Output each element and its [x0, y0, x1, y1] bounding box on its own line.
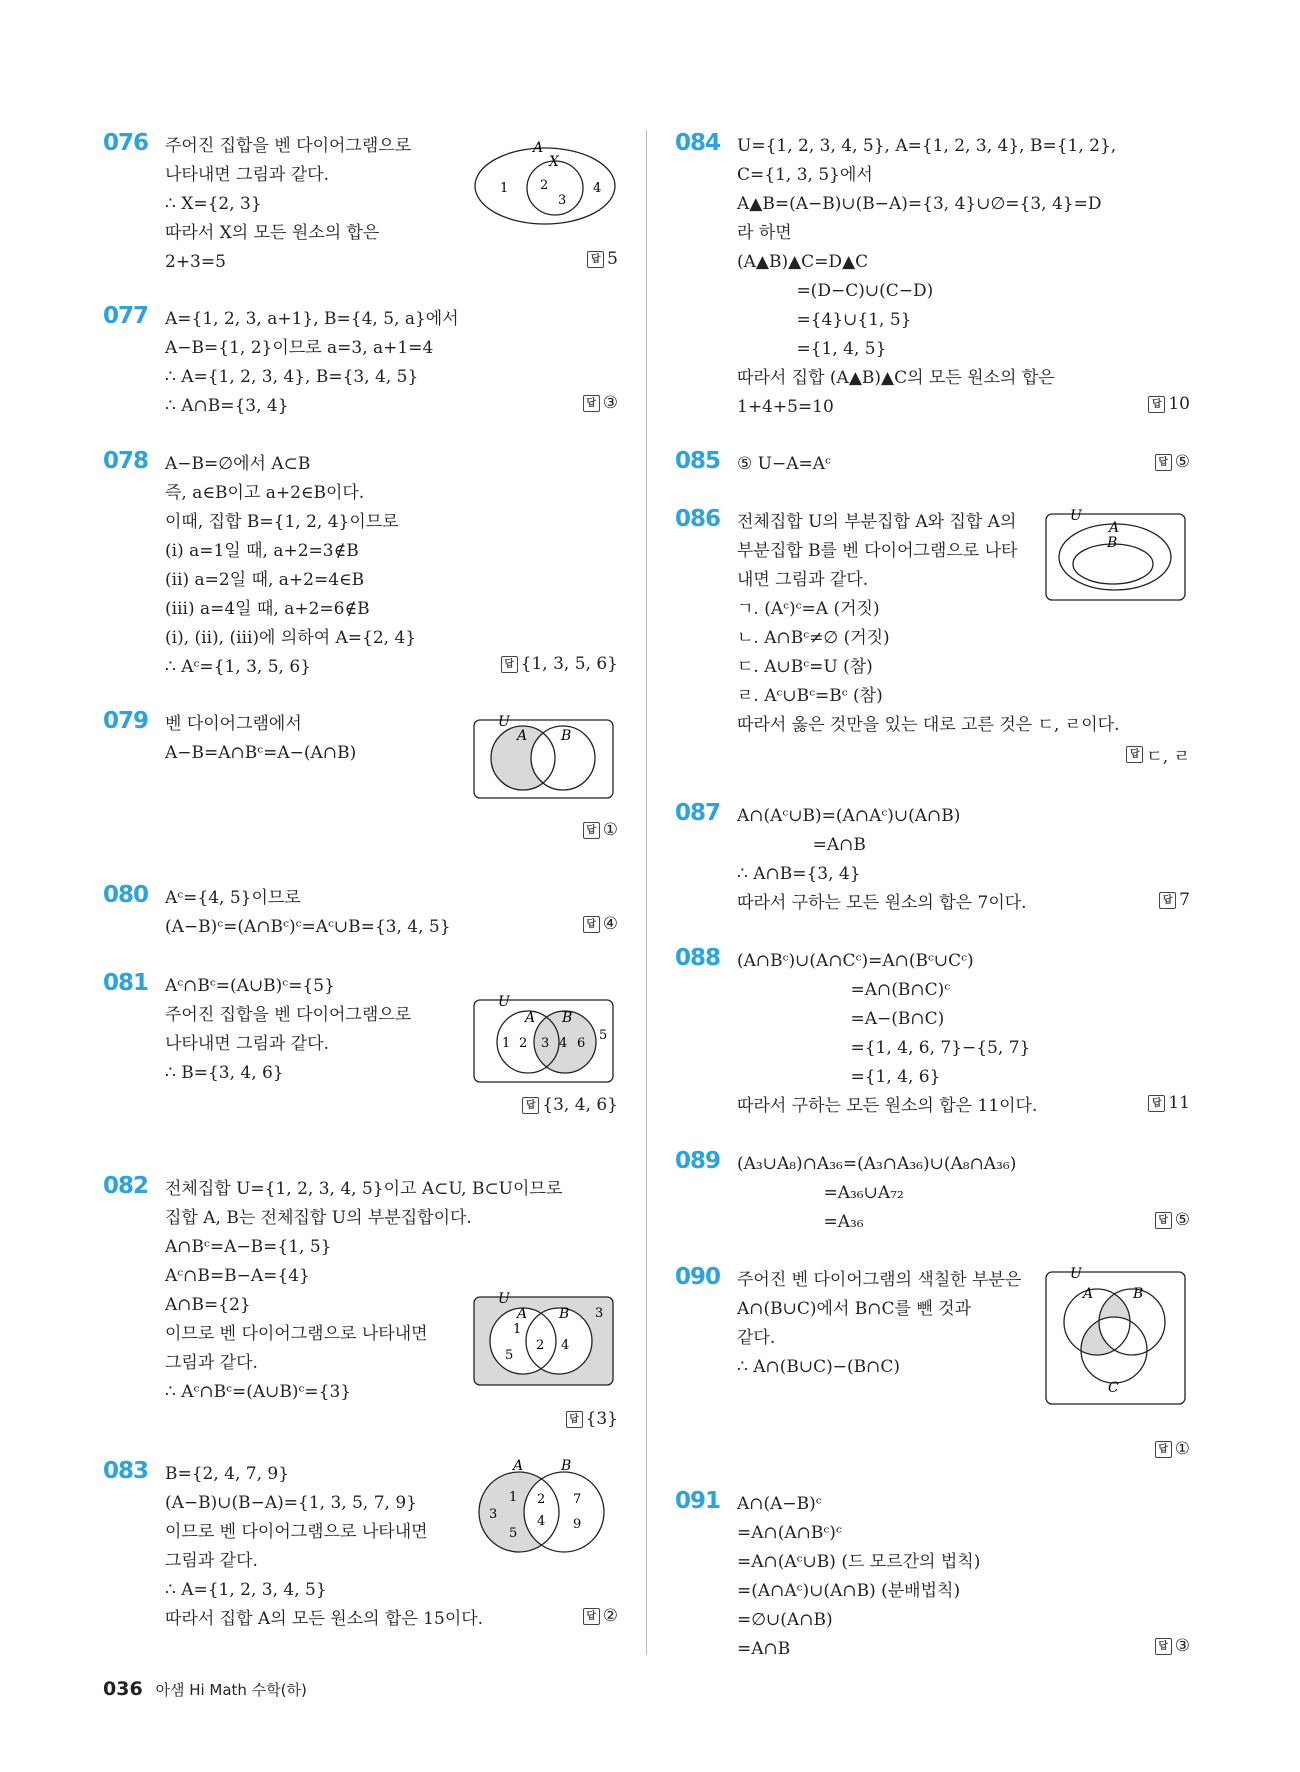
answer-icon: 답 — [583, 395, 600, 412]
element-label: 2 — [540, 178, 549, 193]
element-label: 4 — [559, 1036, 568, 1051]
problem-number: 091 — [675, 1488, 721, 1514]
solution-text — [737, 947, 1190, 1121]
solution-line: 같다. — [737, 1328, 776, 1348]
answer — [1126, 742, 1190, 767]
answer — [1159, 890, 1190, 910]
solution-line: Aᶜ∩B=B−A={4} — [165, 1266, 310, 1286]
venn-diagram-082 — [473, 1289, 615, 1387]
element-label: 2 — [537, 1492, 546, 1507]
answer-icon: 답 — [1148, 1095, 1165, 1112]
solution-line: 따라서 X의 모든 원소의 합은 — [165, 223, 380, 243]
set-label: A — [513, 1458, 524, 1474]
venn-diagram-076 — [473, 138, 618, 228]
solution-line: =A∩(A∩Bᶜ)ᶜ — [737, 1523, 842, 1543]
solution-line: (A₃∪A₈)∩A₃₆=(A₃∩A₃₆)∪(A₈∩A₃₆) — [737, 1154, 1017, 1174]
problem-number: 087 — [675, 800, 721, 826]
solution-line: ∴ A∩B={3, 4} — [737, 864, 861, 884]
answer — [1148, 394, 1190, 414]
solution-text — [737, 1490, 1190, 1664]
solution-line: A−B=A∩Bᶜ=A−(A∩B) — [165, 743, 357, 763]
solution-line: Aᶜ∩Bᶜ=(A∪B)ᶜ={5} — [165, 976, 335, 996]
problem-number: 079 — [103, 708, 149, 734]
element-label: 3 — [541, 1036, 550, 1051]
problem-number: 088 — [675, 945, 721, 971]
solution-line: 따라서 옳은 것만을 있는 대로 고른 것은 ㄷ, ㄹ이다. — [737, 715, 1120, 735]
solution-line: =(D−C)∪(C−D) — [737, 281, 934, 301]
page-footer — [103, 1678, 307, 1700]
answer-value: ① — [1174, 1439, 1190, 1459]
answer-icon: 답 — [522, 1097, 539, 1114]
answer-value: ③ — [1174, 1636, 1190, 1656]
solution-line: =A−(B∩C) — [737, 1009, 945, 1029]
problem-number: 077 — [103, 303, 149, 329]
solution-line: 따라서 구하는 모든 원소의 합은 7이다. — [737, 893, 1027, 913]
element-label: 2 — [519, 1036, 528, 1051]
element-label: 3 — [595, 1306, 604, 1321]
solution-line: (A▲B)▲C=D▲C — [737, 252, 869, 272]
answer-value: ⑤ — [1174, 1210, 1190, 1230]
solution-line: (ⅰ) a=1일 때, a+2=3∉B — [165, 541, 359, 561]
answer — [583, 393, 618, 413]
solution-line: ㄹ. Aᶜ∪Bᶜ=Bᶜ (참) — [737, 686, 883, 706]
problem-number: 090 — [675, 1264, 721, 1290]
solution-line: C={1, 3, 5}에서 — [737, 165, 873, 185]
set-label: U — [1070, 508, 1082, 524]
answer — [501, 654, 618, 674]
set-label: A — [517, 1306, 528, 1322]
solution-line: (A−B)ᶜ=(A∩Bᶜ)ᶜ=Aᶜ∪B={3, 4, 5} — [165, 917, 451, 937]
element-label: 3 — [489, 1507, 498, 1522]
problem-number: 083 — [103, 1458, 149, 1484]
solution-line: 전체집합 U={1, 2, 3, 4, 5}이고 A⊂U, B⊂U이므로 — [165, 1179, 563, 1199]
set-label: B — [561, 1458, 572, 1474]
set-label: B — [1133, 1286, 1144, 1302]
answer — [1155, 1439, 1190, 1459]
solution-line: 이므로 벤 다이어그램으로 나타내면 — [165, 1522, 428, 1542]
answer-value: ④ — [602, 914, 618, 934]
answer-value: ③ — [602, 393, 618, 413]
solution-line: 이므로 벤 다이어그램으로 나타내면 — [165, 1324, 428, 1344]
element-label: 5 — [599, 1028, 608, 1043]
set-label: X — [549, 154, 559, 170]
solution-line: 따라서 구하는 모든 원소의 합은 11이다. — [737, 1096, 1038, 1116]
answer-value: 11 — [1168, 1093, 1190, 1113]
solution-line: A∩(Aᶜ∪B)=(A∩Aᶜ)∪(A∩B) — [737, 806, 961, 826]
answer — [583, 820, 618, 840]
solution-line: A∩(B∪C)에서 B∩C를 뺀 것과 — [737, 1299, 972, 1319]
solution-line: =A∩B — [737, 1639, 791, 1659]
solution-line: ㄱ. (Aᶜ)ᶜ=A (거짓) — [737, 599, 880, 619]
solution-line: 주어진 집합을 벤 다이어그램으로 — [165, 136, 412, 156]
set-label: A — [1083, 1286, 1094, 1302]
set-label: A — [517, 728, 528, 744]
solution-line: ∴ Aᶜ∩Bᶜ=(A∪B)ᶜ={3} — [165, 1382, 352, 1402]
element-label: 2 — [536, 1338, 545, 1353]
problem-number: 085 — [675, 448, 721, 474]
solution-line: 벤 다이어그램에서 — [165, 714, 302, 734]
answer-value: {3, 4, 6} — [542, 1095, 618, 1115]
solution-line: 집합 A, B는 전체집합 U의 부분집합이다. — [165, 1208, 472, 1228]
set-label: U — [1070, 1266, 1082, 1282]
solution-line: B={2, 4, 7, 9} — [165, 1464, 290, 1484]
element-label: 6 — [577, 1036, 586, 1051]
solution-line: 라 하면 — [737, 223, 792, 243]
element-label: 1 — [502, 1036, 511, 1051]
problem-number: 082 — [103, 1173, 149, 1199]
solution-line: ∴ A∩B={3, 4} — [165, 396, 289, 416]
solution-line: 나타내면 그림과 같다. — [165, 165, 330, 185]
problem-number: 084 — [675, 130, 721, 156]
venn-diagram-081 — [473, 992, 615, 1084]
problem-number: 089 — [675, 1148, 721, 1174]
solution-line: (A∩Bᶜ)∪(A∩Cᶜ)=A∩(Bᶜ∪Cᶜ) — [737, 951, 974, 971]
solution-line: 이때, 집합 B={1, 2, 4}이므로 — [165, 512, 399, 532]
set-label: B — [1107, 535, 1118, 551]
solution-line: A▲B=(A−B)∪(B−A)={3, 4}∪∅={3, 4}=D — [737, 194, 1102, 214]
answer-icon: 답 — [583, 822, 600, 839]
element-label: 7 — [573, 1492, 582, 1507]
answer-icon: 답 — [1155, 454, 1172, 471]
problem-number: 076 — [103, 130, 149, 156]
answer-icon: 답 — [1126, 746, 1143, 763]
solution-line: (ⅱ) a=2일 때, a+2=4∈B — [165, 570, 365, 590]
set-label: A — [1109, 520, 1120, 536]
solution-line: 그림과 같다. — [165, 1551, 258, 1571]
solution-line: A∩(A−B)ᶜ — [737, 1494, 822, 1514]
solution-line: =A∩(B∩C)ᶜ — [737, 980, 951, 1000]
solution-line: ={1, 4, 6, 7}−{5, 7} — [737, 1038, 1031, 1058]
solution-line: ={4}∪{1, 5} — [737, 310, 912, 330]
element-label: 1 — [509, 1490, 518, 1505]
solution-line: ∴ A={1, 2, 3, 4}, B={3, 4, 5} — [165, 367, 419, 387]
solution-line: =A₃₆ — [737, 1212, 864, 1232]
solution-line: 전체집합 U의 부분집합 A와 집합 A의 — [737, 512, 1017, 532]
solution-line: =∅∪(A∩B) — [737, 1610, 833, 1630]
solution-line: =A₃₆∪A₇₂ — [737, 1183, 904, 1203]
solution-line: ∴ B={3, 4, 6} — [165, 1063, 284, 1083]
answer-icon: 답 — [1155, 1638, 1172, 1655]
set-label: B — [562, 1010, 573, 1026]
solution-line: 내면 그림과 같다. — [737, 570, 869, 590]
answer-value: ⑤ — [1174, 452, 1190, 472]
set-label: B — [561, 728, 572, 744]
element-label: 5 — [505, 1348, 514, 1363]
solution-line: ∴ A∩(B∪C)−(B∩C) — [737, 1357, 901, 1377]
solution-line: ㄴ. A∩Bᶜ≠∅ (거짓) — [737, 628, 890, 648]
solution-line: (ⅰ), (ⅱ), (ⅲ)에 의하여 A={2, 4} — [165, 628, 417, 648]
solution-text — [737, 1150, 1190, 1237]
element-label: 4 — [561, 1338, 570, 1353]
solution-text — [165, 450, 618, 682]
solution-text — [737, 802, 1190, 918]
answer — [1155, 1210, 1190, 1230]
venn-diagram-086 — [1045, 506, 1187, 602]
answer-icon: 답 — [583, 1608, 600, 1625]
answer-icon: 답 — [1155, 1212, 1172, 1229]
set-label: A — [525, 1010, 536, 1026]
solution-line: A∩B={2} — [165, 1295, 251, 1315]
solution-text — [165, 884, 618, 942]
book-title: 아샘 Hi Math 수학(하) — [155, 1681, 307, 1699]
answer-value: {3} — [585, 1409, 618, 1429]
problem-number: 086 — [675, 506, 721, 532]
venn-diagram-079 — [473, 710, 615, 800]
set-label: U — [498, 714, 510, 730]
page-number: 036 — [103, 1678, 143, 1700]
answer-icon: 답 — [501, 656, 518, 673]
solution-line: ={1, 4, 6} — [737, 1067, 941, 1087]
set-label: B — [559, 1306, 570, 1322]
venn-diagram-090 — [1045, 1264, 1187, 1406]
answer — [583, 1606, 618, 1626]
element-label: 4 — [537, 1514, 546, 1529]
solution-line: 주어진 벤 다이어그램의 색칠한 부분은 — [737, 1270, 1022, 1290]
answer-value: ② — [602, 1606, 618, 1626]
answer — [587, 249, 618, 269]
solution-line: (ⅲ) a=4일 때, a+2=6∉B — [165, 599, 370, 619]
solution-line: 주어진 집합을 벤 다이어그램으로 — [165, 1005, 412, 1025]
element-label: 4 — [593, 181, 602, 196]
venn-diagram-083 — [473, 1458, 618, 1556]
answer — [522, 1095, 618, 1115]
solution-line: ㄷ. A∪Bᶜ=U (참) — [737, 657, 873, 677]
solution-line: 즉, a∈B이고 a+2∈B이다. — [165, 483, 365, 503]
solution-line: 나타내면 그림과 같다. — [165, 1034, 330, 1054]
answer-icon: 답 — [1148, 396, 1165, 413]
set-label: A — [533, 140, 544, 156]
solution-line: A={1, 2, 3, a+1}, B={4, 5, a}에서 — [165, 309, 459, 329]
answer — [583, 914, 618, 934]
solution-text — [165, 305, 618, 421]
element-label: 9 — [573, 1517, 582, 1532]
set-label: U — [498, 994, 510, 1010]
answer-icon: 답 — [583, 916, 600, 933]
solution-line: 1+4+5=10 — [737, 397, 834, 417]
answer — [1148, 1093, 1190, 1113]
solution-line: ⑤ U−A=Aᶜ — [737, 454, 831, 474]
answer-icon: 답 — [1159, 892, 1176, 909]
solution-line: 그림과 같다. — [165, 1353, 258, 1373]
element-label: 3 — [558, 193, 567, 208]
answer — [1155, 1636, 1190, 1656]
element-label: 5 — [509, 1526, 518, 1541]
answer-icon: 답 — [587, 251, 604, 268]
set-label: C — [1108, 1380, 1119, 1396]
solution-line: 따라서 집합 A의 모든 원소의 합은 15이다. — [165, 1609, 484, 1629]
solution-text — [737, 132, 1190, 422]
problem-number: 081 — [103, 970, 149, 996]
solution-line: =A∩B — [737, 835, 866, 855]
problem-number: 080 — [103, 882, 149, 908]
element-label: 1 — [500, 181, 509, 196]
answer-icon: 답 — [566, 1411, 583, 1428]
answer — [566, 1409, 618, 1429]
solution-line: ∴ A={1, 2, 3, 4, 5} — [165, 1580, 327, 1600]
element-label: 1 — [513, 1322, 522, 1337]
solution-line: ∴ Aᶜ={1, 3, 5, 6} — [165, 657, 311, 677]
answer-value: ㄷ, ㄹ — [1146, 747, 1190, 767]
answer-value: 7 — [1179, 890, 1190, 910]
solution-line: ={1, 4, 5} — [737, 339, 887, 359]
column-divider — [646, 130, 647, 1655]
solution-line: A−B={1, 2}이므로 a=3, a+1=4 — [165, 338, 434, 358]
solution-line: 2+3=5 — [165, 252, 226, 272]
solution-line: 부분집합 B를 벤 다이어그램으로 나타 — [737, 541, 1018, 561]
problem-number: 078 — [103, 448, 149, 474]
answer-value: 5 — [607, 249, 618, 269]
set-label: U — [498, 1291, 510, 1307]
solution-text — [737, 450, 1190, 479]
solution-line: A−B=∅에서 A⊂B — [165, 454, 311, 474]
solution-line: A∩Bᶜ=A−B={1, 5} — [165, 1237, 332, 1257]
answer — [1155, 452, 1190, 472]
solution-line: Aᶜ={4, 5}이므로 — [165, 888, 301, 908]
answer-value: ① — [602, 820, 618, 840]
answer-value: 10 — [1168, 394, 1190, 414]
answer-icon: 답 — [1155, 1441, 1172, 1458]
answer-value: {1, 3, 5, 6} — [520, 654, 618, 674]
solution-line: 따라서 집합 (A▲B)▲C의 모든 원소의 합은 — [737, 368, 1055, 388]
solution-line: ∴ X={2, 3} — [165, 194, 262, 214]
solution-line: U={1, 2, 3, 4, 5}, A={1, 2, 3, 4}, B={1, 2}, — [737, 136, 1117, 156]
solution-line: (A−B)∪(B−A)={1, 3, 5, 7, 9} — [165, 1493, 417, 1513]
solution-line: =A∩(Aᶜ∪B) (드 모르간의 법칙) — [737, 1552, 981, 1572]
solution-line: =(A∩Aᶜ)∪(A∩B) (분배법칙) — [737, 1581, 961, 1601]
